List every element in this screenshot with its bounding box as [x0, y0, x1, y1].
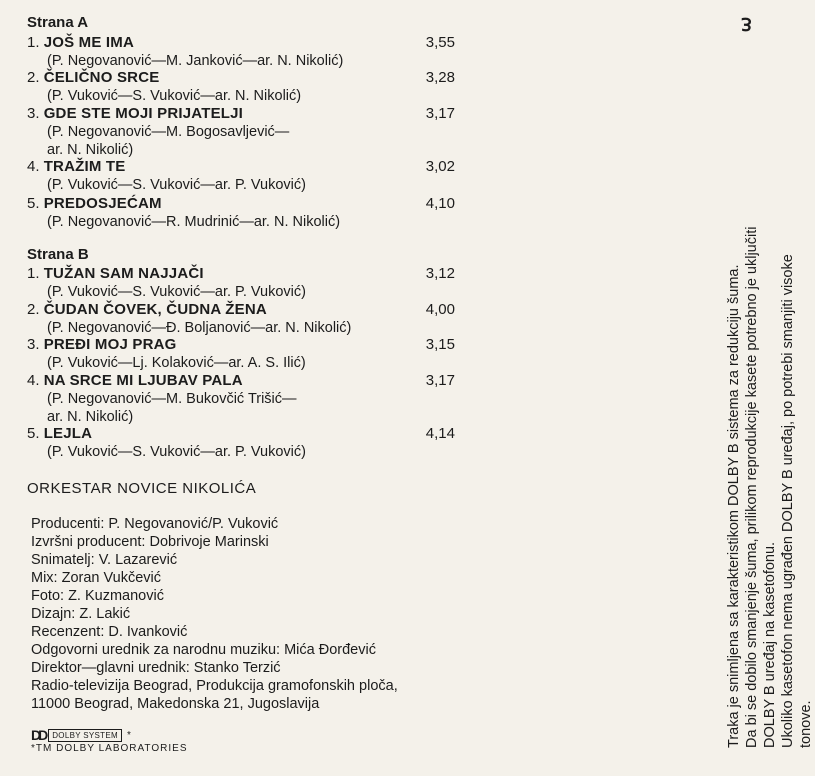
side-a-track-1 [27, 34, 455, 70]
notice-line: Da bi se dobilo smanjenje šuma, prilikom reprodukcije kasete potrebno je uključiti [744, 226, 760, 748]
track-title: ČUDAN ČOVEK, ČUDNA ŽENA [43, 301, 267, 318]
notice-line: DOLBY B uređaj na kasetofonu. [762, 541, 778, 748]
side-b-title: Strana B [27, 246, 89, 263]
track-credits: (P. Negovanović—M. Janković—ar. N. Nikolić) [47, 53, 344, 69]
side-a-track-4 [27, 158, 455, 194]
track-credits: (P. Negovanović—M. Bogosavljević— [47, 124, 290, 140]
track-duration: 4,14 [425, 425, 455, 442]
notice-line: tonove. [798, 700, 814, 748]
track-credits: (P. Vuković—S. Vuković—ar. P. Vuković) [47, 444, 306, 460]
side-a-title: Strana A [27, 14, 89, 31]
staff-line: Izvršni producent: Dobrivoje Marinski [31, 534, 269, 550]
notice-line: Ukoliko kasetofon nema ugrađen DOLBY B uređaj, po potrebi smanjiti visoke [780, 254, 796, 748]
staff-credits [31, 515, 398, 713]
trademark-star: * [126, 729, 131, 741]
track-duration: 3,15 [425, 336, 455, 353]
track-credits: (P. Vuković—S. Vuković—ar. P. Vuković) [47, 284, 306, 300]
track-duration: 3,02 [425, 158, 455, 175]
track-number: 3. [27, 105, 40, 122]
staff-line: Odgovorni urednik za narodnu muziku: Mića Đorđević [31, 642, 376, 658]
track-credits: (P. Negovanović—Đ. Boljanović—ar. N. Nikolić) [47, 320, 352, 336]
track-credits: (P. Negovanović—R. Mudrinić—ar. N. Nikolić) [47, 214, 341, 230]
staff-line: Radio-televizija Beograd, Produkcija gramofonskih ploča, [31, 678, 398, 694]
side-b-track-3 [27, 336, 455, 372]
track-credits: ar. N. Nikolić) [47, 142, 134, 158]
track-duration: 3,55 [425, 34, 455, 51]
track-number: 5. [27, 425, 40, 442]
staff-line: 11000 Beograd, Makedonska 21, Jugoslavija [31, 696, 320, 712]
dolby-system-label: DOLBY SYSTEM [48, 729, 122, 742]
track-title: JOŠ ME IMA [43, 34, 135, 51]
side-b-track-4 [27, 372, 455, 426]
track-title: TUŽAN SAM NAJJAČI [43, 265, 204, 282]
staff-line: Foto: Z. Kuzmanović [31, 588, 164, 604]
staff-line: Producenti: P. Negovanović/P. Vuković [31, 516, 279, 532]
notice-line: Traka je snimljena sa karakteristikom DOLBY B sistema za redukciju šuma. [726, 264, 742, 748]
orchestra-name: ORKESTAR NOVICE NIKOLIĆA [27, 480, 257, 497]
track-credits: (P. Vuković—Lj. Kolaković—ar. A. S. Ilić) [47, 355, 306, 371]
track-duration: 3,12 [425, 265, 455, 282]
track-credits: (P. Negovanović—M. Bukovčić Trišić— [47, 391, 297, 407]
track-duration: 4,00 [425, 301, 455, 318]
side-b-track-5 [27, 425, 455, 461]
corner-mark-icon: ℇ [741, 14, 753, 34]
track-duration: 3,17 [425, 105, 455, 122]
staff-line: Mix: Zoran Vukčević [31, 570, 161, 586]
staff-line: Direktor—glavni urednik: Stanko Terzić [31, 660, 281, 676]
dolby-notice [725, 108, 815, 748]
track-number: 2. [27, 69, 40, 86]
staff-line: Dizajn: Z. Lakić [31, 606, 131, 622]
track-duration: 3,17 [425, 372, 455, 389]
track-number: 4. [27, 372, 40, 389]
track-credits: ar. N. Nikolić) [47, 409, 134, 425]
track-title: TRAŽIM TE [43, 158, 126, 175]
side-b-track-1 [27, 265, 455, 301]
track-credits: (P. Vuković—S. Vuković—ar. N. Nikolić) [47, 88, 302, 104]
double-d-icon: DD [31, 727, 46, 743]
track-title: LEJLA [43, 425, 93, 442]
side-b-track-2 [27, 301, 455, 337]
track-credits: (P. Vuković—S. Vuković—ar. P. Vuković) [47, 177, 306, 193]
track-duration: 4,10 [425, 195, 455, 212]
track-number: 1. [27, 34, 40, 51]
dolby-trademark-note: *TM DOLBY LABORATORIES [31, 743, 188, 754]
track-number: 1. [27, 265, 40, 282]
dolby-logo [31, 727, 131, 743]
staff-line: Snimatelj: V. Lazarević [31, 552, 178, 568]
side-a-track-3 [27, 105, 455, 159]
side-a-track-5 [27, 195, 455, 231]
track-number: 2. [27, 301, 40, 318]
track-title: PREDOSJEĆAM [43, 195, 162, 212]
track-number: 4. [27, 158, 40, 175]
track-title: ČELIČNO SRCE [43, 69, 160, 86]
track-title: GDE STE MOJI PRIJATELJI [43, 105, 244, 122]
track-title: NA SRCE MI LJUBAV PALA [43, 372, 243, 389]
side-a-track-2 [27, 69, 455, 105]
track-number: 5. [27, 195, 40, 212]
staff-line: Recenzent: D. Ivanković [31, 624, 188, 640]
track-number: 3. [27, 336, 40, 353]
track-title: PREĐI MOJ PRAG [43, 336, 177, 353]
track-duration: 3,28 [425, 69, 455, 86]
